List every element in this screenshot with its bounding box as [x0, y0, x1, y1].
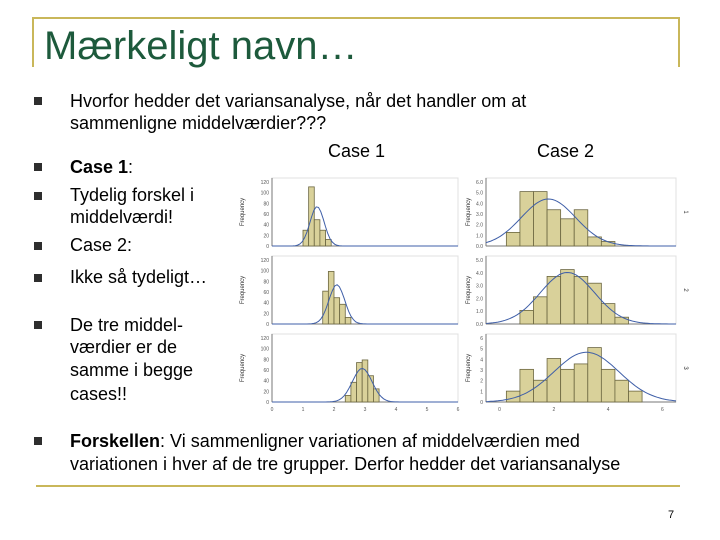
- histogram-bar: [340, 304, 346, 324]
- y-tick-label: 100: [260, 346, 269, 353]
- bullet-3-line-2: middelværdi!: [70, 207, 174, 227]
- y-tick-label: 2: [480, 378, 483, 385]
- histogram-bar: [506, 232, 520, 246]
- x-tick-label: 6: [456, 407, 460, 413]
- histogram-bar: [520, 310, 534, 324]
- case-2-histogram-figure: [462, 172, 690, 420]
- y-tick-label: 2.0: [476, 296, 483, 303]
- y-tick-label: 6.0: [476, 180, 483, 186]
- y-tick-label: 80: [263, 357, 269, 364]
- panel-frame: [272, 256, 458, 324]
- y-tick-label: 0.0: [476, 244, 483, 250]
- y-tick-label: 120: [260, 180, 269, 186]
- case-1-histogram-figure: [232, 172, 464, 420]
- y-tick-label: 3: [480, 368, 483, 374]
- y-tick-label: 5.0: [476, 258, 483, 264]
- bullet-square-icon: [34, 321, 42, 329]
- y-tick-label: 0.0: [476, 322, 483, 328]
- histogram-bar: [574, 364, 588, 402]
- y-tick-label: 120: [260, 336, 269, 342]
- y-tick-label: 0: [480, 400, 483, 406]
- x-tick-label: 4: [394, 407, 398, 413]
- histogram-bar: [547, 358, 561, 402]
- slide-title: Mærkeligt navn…: [44, 24, 358, 68]
- bullet-square-icon: [34, 274, 42, 282]
- histogram-bar: [520, 369, 534, 402]
- histogram-bar: [561, 369, 575, 402]
- y-tick-label: 4.0: [476, 270, 483, 277]
- histogram-bar: [345, 317, 351, 324]
- y-tick-label: 60: [263, 368, 269, 374]
- histogram-bar: [534, 297, 548, 324]
- histogram-bar: [345, 395, 351, 402]
- frame-left-rule: [32, 17, 34, 67]
- case-1-label: Case 1: [70, 157, 129, 177]
- frame-right-rule: [678, 17, 680, 67]
- y-tick-label: 60: [263, 290, 269, 296]
- y-tick-label: 5: [480, 346, 483, 353]
- y-tick-label: 2.0: [476, 222, 483, 229]
- bullet-1-line-2: sammenligne middelværdier???: [70, 113, 327, 133]
- x-tick-label: 2: [552, 407, 556, 413]
- y-tick-label: 3.0: [476, 283, 483, 290]
- bullet-square-icon: [34, 163, 42, 171]
- forskellen-label: Forskellen: [70, 431, 161, 451]
- histogram-bar: [561, 219, 575, 246]
- case-1-heading: Case 1: [328, 141, 386, 161]
- y-tick-label: 20: [263, 389, 269, 396]
- y-tick-label: 0: [266, 322, 269, 328]
- y-axis-label: Frequency: [466, 275, 472, 305]
- y-tick-label: 1.0: [476, 309, 483, 316]
- histogram-bar: [629, 391, 643, 402]
- y-tick-label: 6: [480, 336, 483, 342]
- panel-frame: [272, 178, 458, 246]
- bullet-1-line-1: Hvorfor hedder det variansanalyse, når det handler om at: [70, 91, 527, 111]
- y-axis-label: Frequency: [466, 197, 472, 227]
- bullet-7-line-2: variationen i hver af de tre grupper. Derfor hedder det variansanalyse: [70, 454, 621, 474]
- y-tick-label: 100: [260, 268, 269, 275]
- group-label: 3: [682, 366, 688, 370]
- histogram-bar: [362, 360, 368, 402]
- frame-top-rule: [32, 17, 680, 19]
- y-tick-label: 60: [263, 212, 269, 218]
- x-tick-label: 0: [498, 407, 501, 413]
- histogram-bar: [615, 317, 629, 324]
- y-tick-label: 1.0: [476, 233, 483, 240]
- y-tick-label: 0: [266, 244, 269, 250]
- y-tick-label: 120: [260, 258, 269, 264]
- bullet-6-line-2: værdier er de: [70, 337, 178, 357]
- group-label: 1: [682, 210, 688, 214]
- y-tick-label: 5.0: [476, 190, 483, 197]
- histogram-bar: [601, 369, 615, 402]
- frame-bottom-rule: [36, 485, 680, 487]
- bullet-4: Case 2:: [70, 235, 133, 255]
- y-axis-label: Frequency: [240, 197, 246, 227]
- page-number: 7: [668, 509, 675, 521]
- y-tick-label: 0: [266, 400, 269, 406]
- bullet-square-icon: [34, 192, 42, 200]
- y-tick-label: 3.0: [476, 212, 483, 218]
- histogram-bar: [320, 230, 326, 246]
- histogram-bar: [588, 283, 602, 324]
- histogram-bar: [615, 380, 629, 402]
- histogram-bar: [520, 192, 534, 246]
- bullet-6-line-3: samme i begge: [70, 360, 194, 380]
- y-tick-label: 80: [263, 201, 269, 208]
- bullet-square-icon: [34, 97, 42, 105]
- bullet-7-line-1: [70, 430, 580, 452]
- bullet-square-icon: [34, 437, 42, 445]
- histogram-bar: [314, 220, 320, 246]
- x-tick-label: 4: [606, 407, 610, 413]
- histogram-bar: [561, 270, 575, 324]
- x-tick-label: 5: [425, 407, 429, 413]
- histogram-bar: [547, 210, 561, 246]
- y-tick-label: 4: [480, 357, 483, 364]
- y-axis-label: Frequency: [466, 353, 472, 383]
- y-tick-label: 40: [263, 300, 269, 307]
- bullet-7-line-1-rest: : Vi sammenligner variationen af middelværdien med: [160, 431, 580, 451]
- x-tick-label: 2: [332, 407, 336, 413]
- bullet-5: Ikke så tydeligt…: [70, 267, 208, 287]
- y-axis-label: Frequency: [240, 353, 246, 383]
- y-tick-label: 40: [263, 378, 269, 385]
- y-tick-label: 20: [263, 233, 269, 240]
- bullet-square-icon: [34, 242, 42, 250]
- y-tick-label: 100: [260, 190, 269, 197]
- histogram-bar: [351, 382, 357, 402]
- histogram-bar: [326, 239, 332, 246]
- y-tick-label: 20: [263, 311, 269, 318]
- group-label: 2: [682, 288, 688, 292]
- bullet-3-line-1: Tydelig forskel i: [70, 185, 195, 205]
- y-tick-label: 40: [263, 222, 269, 229]
- x-tick-label: 0: [270, 407, 274, 413]
- case-1-colon: :: [128, 157, 134, 177]
- y-axis-label: Frequency: [240, 275, 246, 305]
- histogram-bar: [334, 298, 340, 324]
- y-tick-label: 4.0: [476, 201, 483, 208]
- bullet-2: [70, 156, 133, 178]
- x-tick-label: 3: [363, 407, 367, 413]
- x-tick-label: 1: [301, 407, 305, 413]
- y-tick-label: 80: [263, 279, 269, 286]
- histogram-bar: [323, 291, 329, 324]
- case-2-heading: Case 2: [537, 141, 595, 161]
- x-tick-label: 6: [661, 407, 664, 413]
- bullet-6-line-1: De tre middel-: [70, 315, 184, 335]
- y-tick-label: 1: [480, 389, 483, 396]
- bullet-6-line-4: cases!!: [70, 384, 128, 404]
